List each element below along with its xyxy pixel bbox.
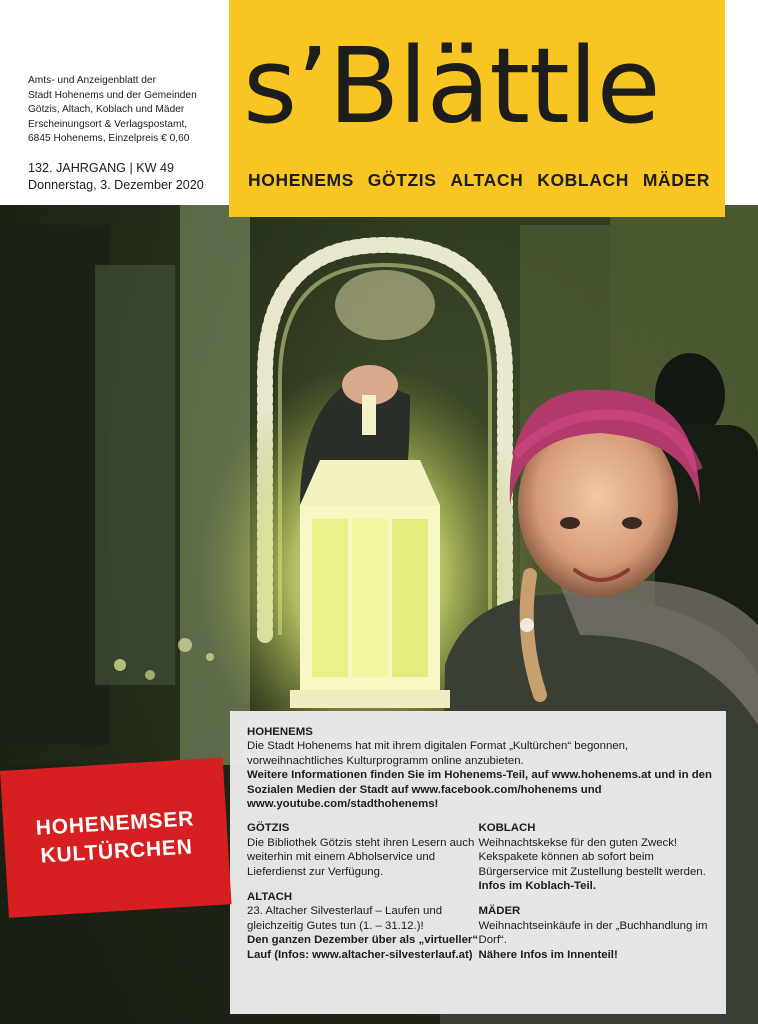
section-altach (247, 890, 479, 962)
publisher-info-line: Götzis, Altach, Koblach und Mäder (28, 104, 185, 116)
section-columns (247, 821, 710, 962)
masthead-title-box (229, 0, 725, 217)
section-highlight: Infos im Koblach-Teil. (478, 880, 596, 893)
section-highlight: Weitere Informationen finden Sie im Hohenems-Teil, auf www.hohenems.at und in den Sozialen Medien der Stadt auf www.facebook.com/hohenems und www.youtube.com/stadthohenems! (247, 769, 712, 811)
section-koblach (479, 821, 711, 893)
publication-title: s’Blättle (243, 25, 660, 147)
town-koblach: KOBLACH (537, 170, 629, 190)
section-title: ALTACH (247, 891, 293, 904)
town-altach: ALTACH (450, 170, 524, 190)
publisher-info (28, 74, 223, 147)
section-text: Weihnachtseinkäufe in der „Buchhandlung im Dorf“. (478, 919, 708, 947)
town-goetzis: GÖTZIS (367, 170, 437, 190)
issue-info (28, 160, 204, 193)
section-text: 23. Altacher Silvesterlauf – Laufen und gleichzeitig Gutes tun (1. – 31.12.)! (247, 905, 443, 932)
left-column (247, 821, 479, 962)
section-text: Die Stadt Hohenems hat mit ihrem digitalen Format „Kultürchen“ begonnen, vorweihnachtliches Kulturprogramm online anzubieten. (247, 740, 629, 767)
issue-date: Donnerstag, 3. Dezember 2020 (28, 177, 204, 192)
section-highlight: Den ganzen Dezember über als „virtueller“ Lauf (Infos: www.altacher-silvesterlauf.at) (247, 934, 479, 961)
publisher-info-line: 6845 Hohenems, Einzelpreis € 0,60 (28, 133, 190, 145)
section-title: HOHENEMS (247, 726, 313, 738)
section-title: MÄDER (478, 905, 521, 918)
town-hohenems: HOHENEMS (248, 170, 354, 190)
section-goetzis (247, 821, 479, 879)
publisher-info-line: Amts- und Anzeigenblatt der (28, 75, 156, 86)
badge-line-1: HOHENEMSER (35, 807, 195, 840)
section-title: GÖTZIS (247, 822, 290, 835)
right-column (479, 821, 711, 962)
town-maeder: MÄDER (642, 170, 710, 190)
section-highlight: Nähere Infos im Innenteil! (478, 948, 618, 961)
issue-number: 132. JAHRGANG | KW 49 (28, 161, 175, 175)
publisher-info-line: Stadt Hohenems und der Gemeinden (28, 89, 197, 101)
publisher-info-line: Erscheinungsort & Verlagspostamt, (28, 118, 188, 130)
section-hohenems (247, 725, 717, 811)
town-list (248, 170, 710, 191)
section-text: Die Bibliothek Götzis steht ihren Lesern auch weiterhin mit einem Abholservice und Lieferdienst zur Verfügung. (247, 836, 475, 878)
kultuerchen-badge (0, 757, 232, 917)
badge-line-2: KULTÜRCHEN (39, 835, 194, 868)
section-maeder (479, 904, 711, 962)
news-summary-box (230, 711, 726, 1014)
section-text: Weihnachtskekse für den guten Zweck! Kekspakete können ab sofort beim Bürgerservice mit Zustellung bestellt werden. (478, 836, 706, 878)
section-title: KOBLACH (478, 822, 536, 835)
